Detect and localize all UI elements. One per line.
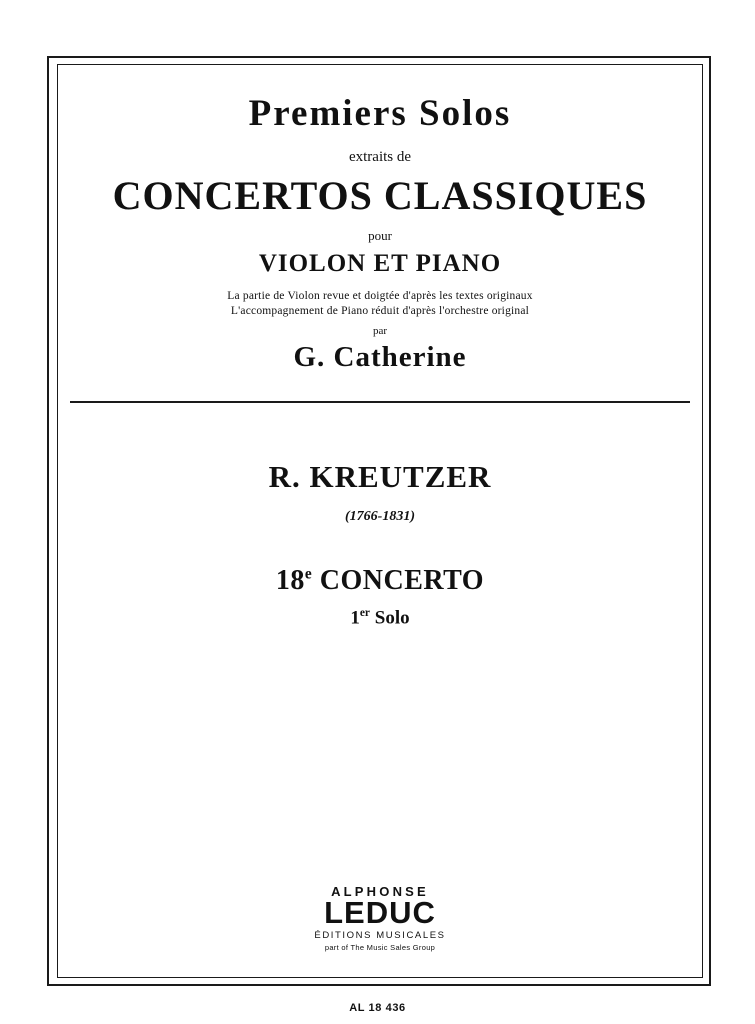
- publisher-last-name: LEDUC: [324, 895, 436, 930]
- solo-label: Solo: [374, 607, 410, 629]
- series-title-primary: Premiers Solos: [248, 93, 512, 134]
- composer-dates: (1766-1831): [345, 509, 415, 524]
- work-number: 18: [275, 565, 305, 596]
- publisher-first-name: ALPHONSE: [331, 884, 429, 899]
- cover-content: [57, 64, 703, 978]
- series-title-block: [57, 64, 703, 374]
- instrumentation-label: VIOLON ET PIANO: [258, 249, 502, 277]
- catalogue-number: AL 18 436: [349, 1002, 406, 1014]
- publisher-tagline: ÉDITIONS MUSICALES: [314, 930, 446, 941]
- series-subtitle-extraits: extraits de: [348, 148, 412, 165]
- label-par: par: [372, 324, 388, 337]
- arranger-name: G. Catherine: [293, 340, 467, 373]
- label-pour: pour: [368, 227, 392, 243]
- solo-number-ordinal: er: [359, 607, 370, 619]
- composer-name: R. KREUTZER: [268, 459, 492, 494]
- work-type: CONCERTO: [319, 565, 485, 596]
- solo-number: 1: [350, 607, 360, 629]
- credit-violin-part: La partie de Violon revue et doigtée d'après les textes originaux: [227, 289, 533, 302]
- work-number-ordinal: e: [304, 565, 313, 583]
- publisher-logo: [57, 884, 703, 952]
- publisher-group: part of The Music Sales Group: [324, 943, 436, 952]
- section-divider-rule: [70, 401, 690, 403]
- work-title: [57, 565, 703, 597]
- work-movement: [57, 607, 703, 629]
- work-info-block: [57, 459, 703, 629]
- series-title-secondary: CONCERTOS CLASSIQUES: [112, 172, 648, 218]
- credit-piano-part: L'accompagnement de Piano réduit d'après l'orchestre original: [230, 304, 530, 317]
